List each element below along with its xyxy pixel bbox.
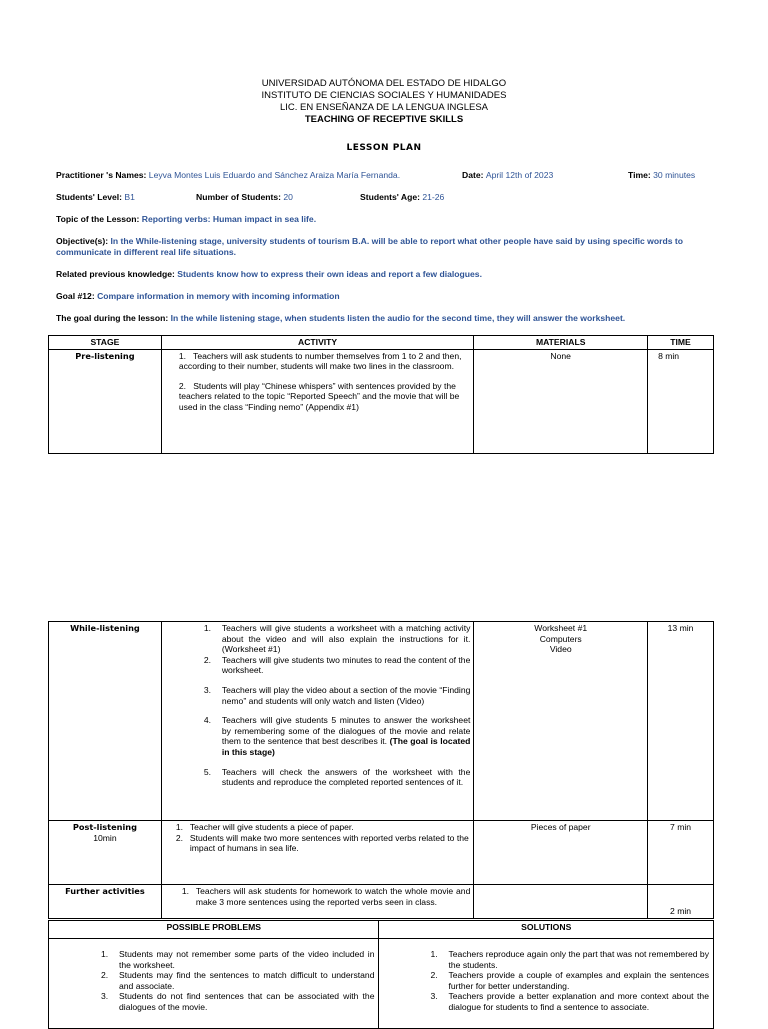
materials-post-listening: Pieces of paper — [474, 821, 648, 885]
material-computers: Computers — [539, 633, 582, 644]
while-activity-2: 2. Teachers will give students two minutes to read the content of the worksheet. — [203, 654, 471, 676]
topic-line — [56, 214, 316, 225]
stage-post-listening-time: 10min — [93, 832, 117, 843]
activity-further — [161, 885, 474, 919]
date-label: Date: — [462, 170, 486, 180]
date-value: April 12th of 2023 — [485, 170, 554, 180]
stage-further-activities: Further activities — [49, 885, 162, 919]
solution-2: 2. Teachers provide a couple of examples and explain the sentences further for better understanding. — [430, 970, 709, 991]
problem-1: 1. Students may not remember some parts of the video included in the worksheet. — [101, 949, 375, 970]
goal-line — [56, 291, 340, 302]
number-line — [196, 192, 293, 203]
problem-2: 2. Students may find the sentences to match difficult to understand and associate. — [101, 970, 375, 991]
number-label: Number of Students: — [196, 192, 284, 202]
age-value: 21-26 — [422, 192, 445, 202]
age-label: Students' Age: — [360, 192, 423, 202]
material-video: Video — [549, 644, 572, 655]
level-label: Students' Level: — [56, 192, 125, 202]
materials-while-listening — [474, 622, 648, 821]
page-title: LESSON PLAN — [346, 143, 422, 153]
activity-pre-listening — [161, 349, 473, 453]
level-line — [56, 192, 135, 203]
problems-list — [49, 939, 379, 1029]
related-value: Students know how to express their own ideas and report a few dialogues. — [177, 269, 482, 279]
solution-3: 3. Teachers provide a better explanation and more context about the dialogue for students to find a sentence to associate. — [430, 991, 709, 1012]
solutions-list — [379, 939, 714, 1029]
problems-table — [48, 920, 714, 1029]
stage-while-listening: While-listening — [49, 622, 162, 821]
time-line — [628, 170, 695, 181]
practitioner-value: Leyva Montes Luis Eduardo and Sánchez Araiza María Fernanda. — [148, 170, 401, 180]
course-name: TEACHING OF RECEPTIVE SKILLS — [304, 114, 464, 125]
practitioner-line — [56, 170, 400, 181]
time-post-listening: 7 min — [648, 821, 714, 885]
objective-line — [56, 236, 704, 258]
further-activity-1: 1. Teachers will ask students for homework to watch the whole movie and make 3 more sentences using the reported verbs seen in class. — [181, 886, 471, 907]
stage-post-listening-cell — [49, 821, 162, 885]
stage-post-listening: Post-listening — [72, 822, 137, 832]
header-activity: ACTIVITY — [161, 336, 473, 350]
goal-label: Goal #12: — [56, 291, 98, 301]
time-while-listening: 13 min — [648, 622, 714, 821]
practitioner-label: Practitioner 's Names: — [56, 170, 149, 180]
objective-label: Objective(s): — [56, 236, 111, 246]
university-name: UNIVERSIDAD AUTÓNOMA DEL ESTADO DE HIDALGO — [261, 78, 507, 89]
pre-activity-1: 1. Teachers will ask students to number themselves from 1 to 2 and then, according to their number, students will make two lines in the classroom. — [178, 350, 462, 372]
header-time: TIME — [648, 336, 714, 350]
lesson-goal-label: The goal during the lesson: — [56, 313, 171, 323]
stage-pre-listening: Pre-listening — [49, 349, 162, 453]
related-line — [56, 269, 482, 280]
materials-pre-listening: None — [474, 349, 648, 453]
while-activity-4: 4. Teachers will give students 5 minutes to answer the worksheet by remembering some of the dialogues of the movie and relate them to the sentence that best describes it. (The goal is located in this stage) — [203, 715, 471, 757]
related-label: Related previous knowledge: — [56, 269, 178, 279]
lesson-table-main — [48, 621, 714, 919]
while-activity-5: 5. Teachers will check the answers of the worksheet with the students and reproduce the completed reported sentences of it. — [203, 766, 471, 788]
goal-value: Compare information in memory with incoming information — [97, 291, 340, 301]
header-possible-problems: POSSIBLE PROBLEMS — [49, 921, 379, 939]
lesson-goal-line — [56, 313, 625, 324]
time-further: 2 min — [648, 885, 714, 919]
topic-label: Topic of the Lesson: — [56, 214, 142, 224]
level-value: B1 — [124, 192, 135, 202]
post-activity-2: 2. Students will make two more sentences with reported verbs related to the impact of humans in sea life. — [175, 832, 469, 854]
header-materials: MATERIALS — [474, 336, 648, 350]
activity-while-listening — [161, 622, 474, 821]
institute-name: INSTITUTO DE CIENCIAS SOCIALES Y HUMANIDADES — [261, 90, 507, 101]
date-line — [462, 170, 553, 181]
program-name: LIC. EN ENSEÑANZA DE LA LENGUA INGLESA — [279, 102, 489, 113]
time-pre-listening: 8 min — [648, 349, 714, 453]
objective-value: In the While-listening stage, university students of tourism B.A. will be able to report what other people have said by using specific words to communicate in different real life situations. — [56, 236, 683, 257]
lesson-table-pre — [48, 335, 714, 454]
pre-activity-2: 2. Students will play “Chinese whispers” with sentences provided by the teachers related to the topic “Reported Speech” and the movie that will be used in the class “Finding nemo” (Appendix #1) — [178, 380, 460, 412]
lesson-goal-value: In the while listening stage, when students listen the audio for the second time, they will answer the worksheet. — [170, 313, 626, 323]
activity-post-listening — [161, 821, 474, 885]
number-value: 20 — [283, 192, 293, 202]
time-label: Time: — [628, 170, 654, 180]
material-worksheet: Worksheet #1 — [534, 623, 588, 633]
post-activity-1: 1. Teacher will give students a piece of paper. — [175, 822, 354, 832]
topic-value: Reporting verbs: Human impact in sea life. — [141, 214, 317, 224]
age-line — [360, 192, 444, 203]
while-activity-1: 1. Teachers will give students a worksheet with a matching activity about the video and will also explain the instructions for it. (Worksheet #1) — [203, 623, 471, 655]
problem-3: 3. Students do not find sentences that can be associated with the dialogues of the movie. — [101, 991, 375, 1012]
header-stage: STAGE — [49, 336, 162, 350]
time-value: 30 minutes — [653, 170, 696, 180]
header-solutions: SOLUTIONS — [379, 921, 714, 939]
materials-further — [474, 885, 648, 919]
solution-1: 1. Teachers reproduce again only the part that was not remembered by the students. — [430, 949, 709, 970]
while-activity-3: 3. Teachers will play the video about a section of the movie “Finding nemo” and students will only watch and listen (Video) — [203, 684, 471, 706]
